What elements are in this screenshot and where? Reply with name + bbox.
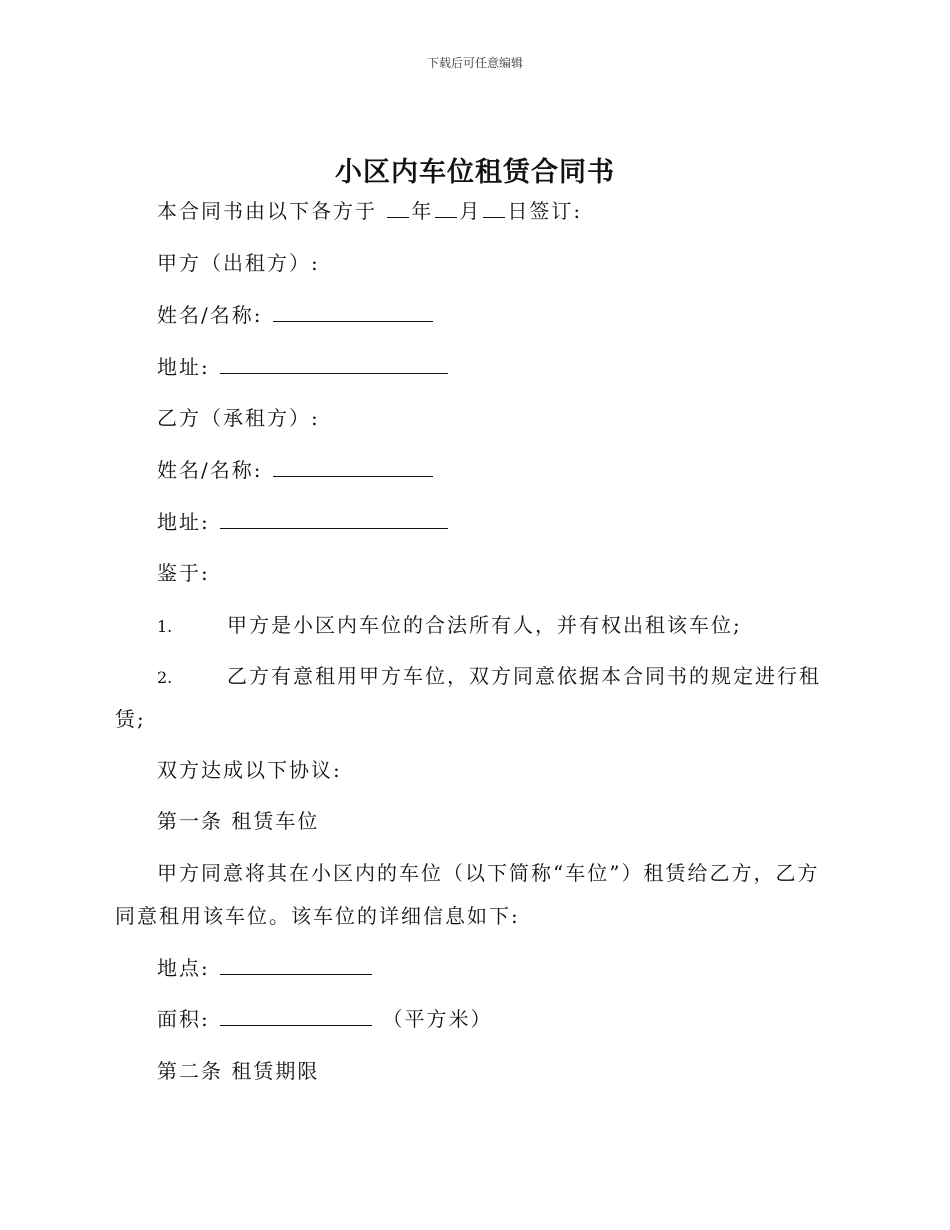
area-label: 面积: [157,1007,210,1031]
party-a-name-blank [273,301,433,322]
party-a-address-blank [220,353,448,374]
document-title: 小区内车位租赁合同书 [335,157,615,188]
party-a-name-line [157,300,435,330]
location-label: 地点: [157,956,210,980]
party-a-heading: 甲方（出租方）: [157,251,320,275]
party-b-address-blank [220,508,448,529]
article-1-paragraph-line-1: 甲方同意将其在小区内的车位（以下简称“车位”）租赁给乙方，乙方 [157,861,820,885]
intro-day: 日签订: [507,199,583,223]
month-blank [435,197,457,218]
whereas-item-1-text: 甲方是小区内车位的合法所有人，并有权出租该车位; [227,613,742,637]
party-b-address-line [157,507,450,537]
location-line [157,953,374,983]
party-b-name-line [157,455,435,485]
agreement-intro: 双方达成以下协议: [157,758,342,782]
party-a-address-label: 地址: [157,355,210,379]
whereas-item-2-text: 乙方有意租用甲方车位，双方同意依据本合同书的规定进行租 [227,664,821,688]
location-blank [220,954,372,975]
header-note: 下载后可任意编辑 [426,56,523,70]
intro-month: 月 [459,199,482,223]
area-unit: （平方米） [382,1007,493,1031]
whereas-item-1-number: 1. [157,617,173,636]
article-1-paragraph-line-2: 同意租用该车位。该车位的详细信息如下: [115,904,520,928]
party-a-name-label: 姓名/名称: [157,303,263,327]
area-blank [220,1005,372,1026]
party-b-heading: 乙方（承租方）: [157,406,320,430]
whereas-item-1 [157,610,742,642]
whereas-heading: 鉴于: [157,561,210,585]
article-2-heading: 第二条 租赁期限 [157,1059,320,1083]
whereas-item-2-number: 2. [157,668,173,687]
intro-prefix: 本合同书由以下各方于 [157,199,377,223]
whereas-item-2 [157,661,821,693]
area-line [157,1004,492,1034]
party-b-name-blank [273,456,433,477]
party-b-name-label: 姓名/名称: [157,458,263,482]
intro-year: 年 [411,199,434,223]
day-blank [483,197,505,218]
year-blank [387,197,409,218]
party-b-address-label: 地址: [157,510,210,534]
article-1-heading: 第一条 租赁车位 [157,809,320,833]
intro-line [157,196,582,226]
party-a-address-line [157,352,450,382]
whereas-item-2-continuation: 赁; [115,707,146,731]
